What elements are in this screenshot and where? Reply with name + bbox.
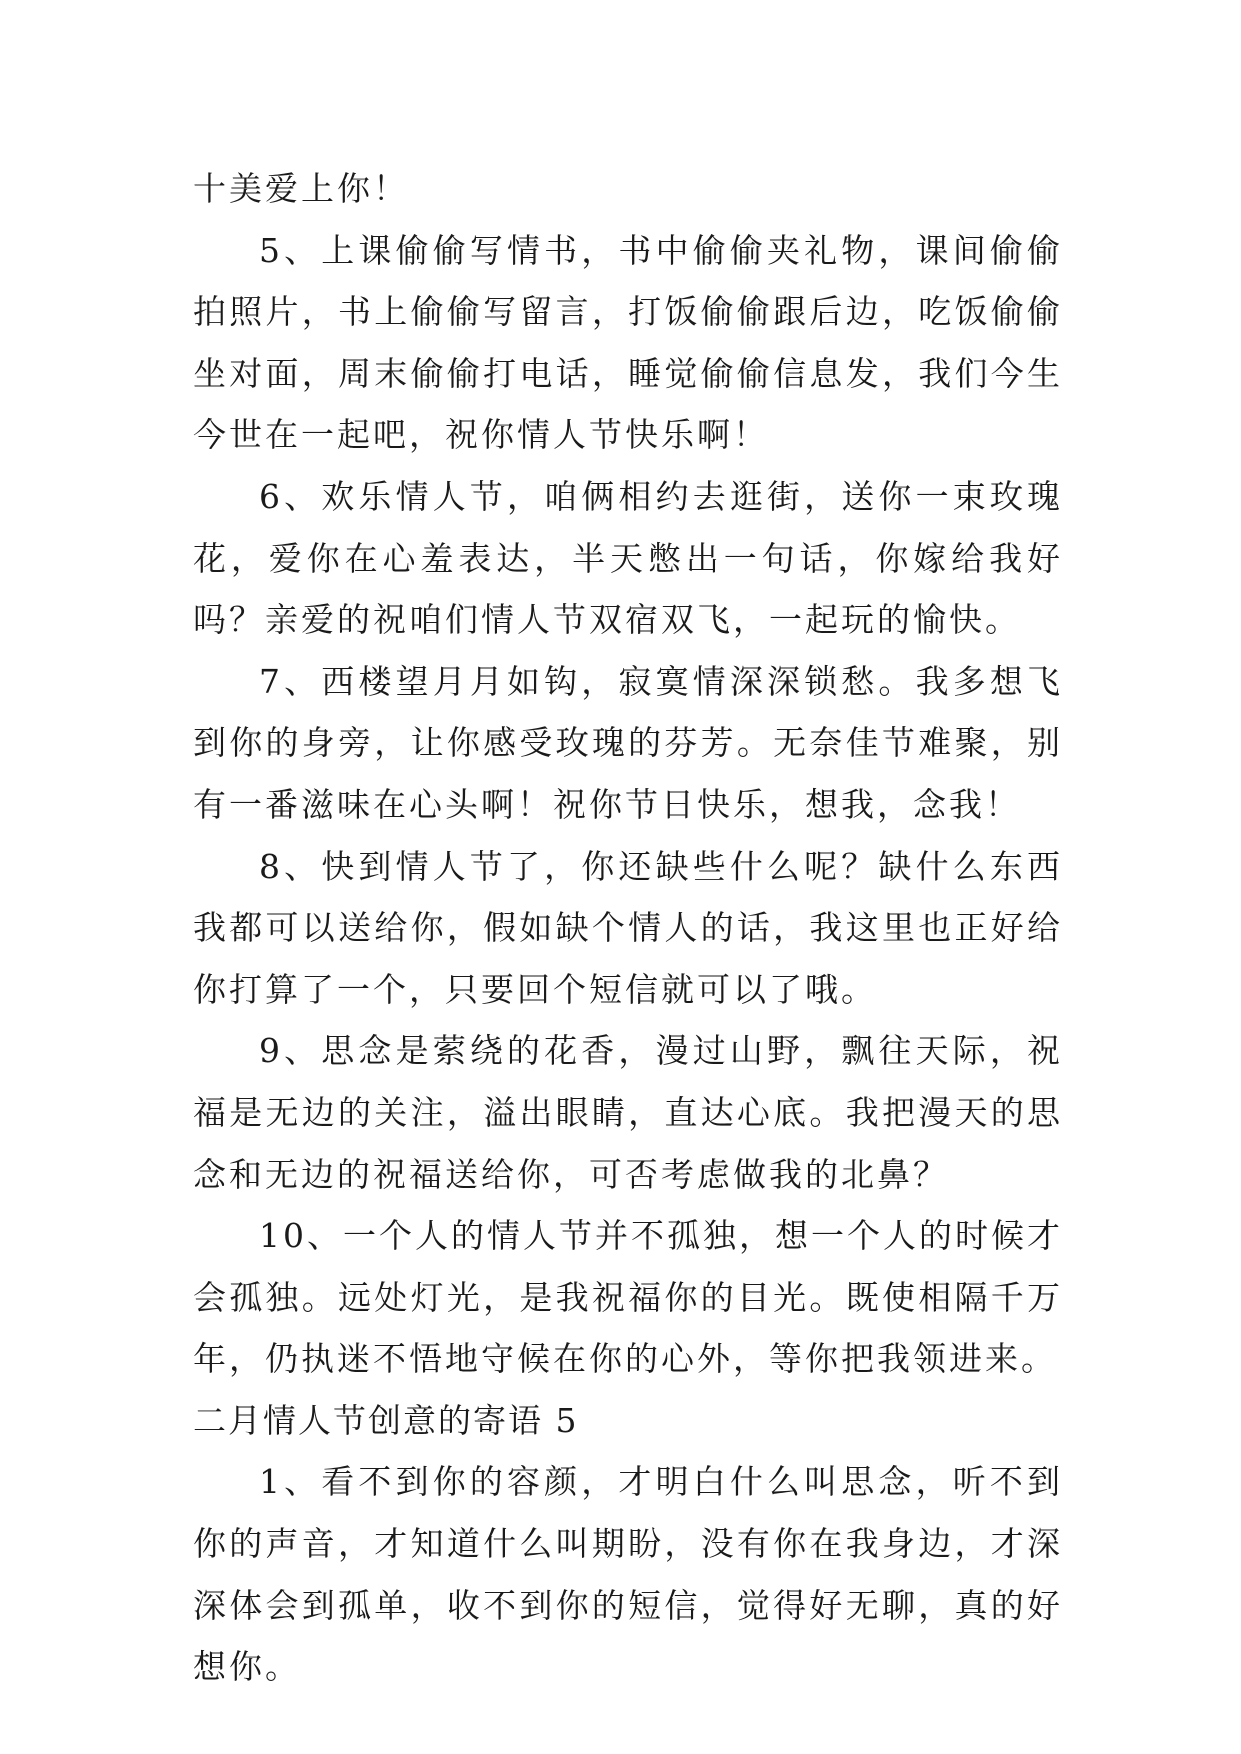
paragraph-item-1: 1、看不到你的容颜，才明白什么叫思念，听不到你的声音，才知道什么叫期盼，没有你在我身边，才深深体会到孤单，收不到你的短信，觉得好无聊，真的好想你。 (193, 1462, 1063, 1687)
paragraph-item-10: 10、一个人的情人节并不孤独，想一个人的时候才会孤独。远处灯光，是我祝福你的目光。既使相隔千万年，仍执迷不悟地守候在你的心外，等你把我领进来。 (193, 1216, 1063, 1379)
paragraph-item-9: 9、思念是萦绕的花香，漫过山野，飘往天际，祝福是无边的关注，溢出眼睛，直达心底。我把漫天的思念和无边的祝福送给你，可否考虑做我的北鼻？ (193, 1031, 1063, 1194)
paragraph-item-7: 7、西楼望月月如钩，寂寞情深深锁愁。我多想飞到你的身旁，让你感受玫瑰的芬芳。无奈佳节难聚，别有一番滋味在心头啊！祝你节日快乐，想我，念我！ (193, 661, 1063, 824)
paragraph-continuation: 十美爱上你！ (193, 169, 409, 208)
paragraph-item-5: 5、上课偷偷写情书，书中偷偷夹礼物，课间偷偷拍照片，书上偷偷写留言，打饭偷偷跟后边，吃饭偷偷坐对面，周末偷偷打电话，睡觉偷偷信息发，我们今生今世在一起吧，祝你情人节快乐啊！ (193, 230, 1063, 455)
section-heading: 二月情人节创意的寄语 5 (193, 1400, 579, 1440)
paragraph-item-8: 8、快到情人节了，你还缺些什么呢？缺什么东西我都可以送给你，假如缺个情人的话，我这里也正好给你打算了一个，只要回个短信就可以了哦。 (193, 846, 1063, 1009)
document-body (193, 158, 1063, 1698)
paragraph-item-6: 6、欢乐情人节，咱俩相约去逛街，送你一束玫瑰花，爱你在心羞表达，半天憋出一句话，你嫁给我好吗？亲爱的祝咱们情人节双宿双飞，一起玩的愉快。 (193, 476, 1063, 640)
